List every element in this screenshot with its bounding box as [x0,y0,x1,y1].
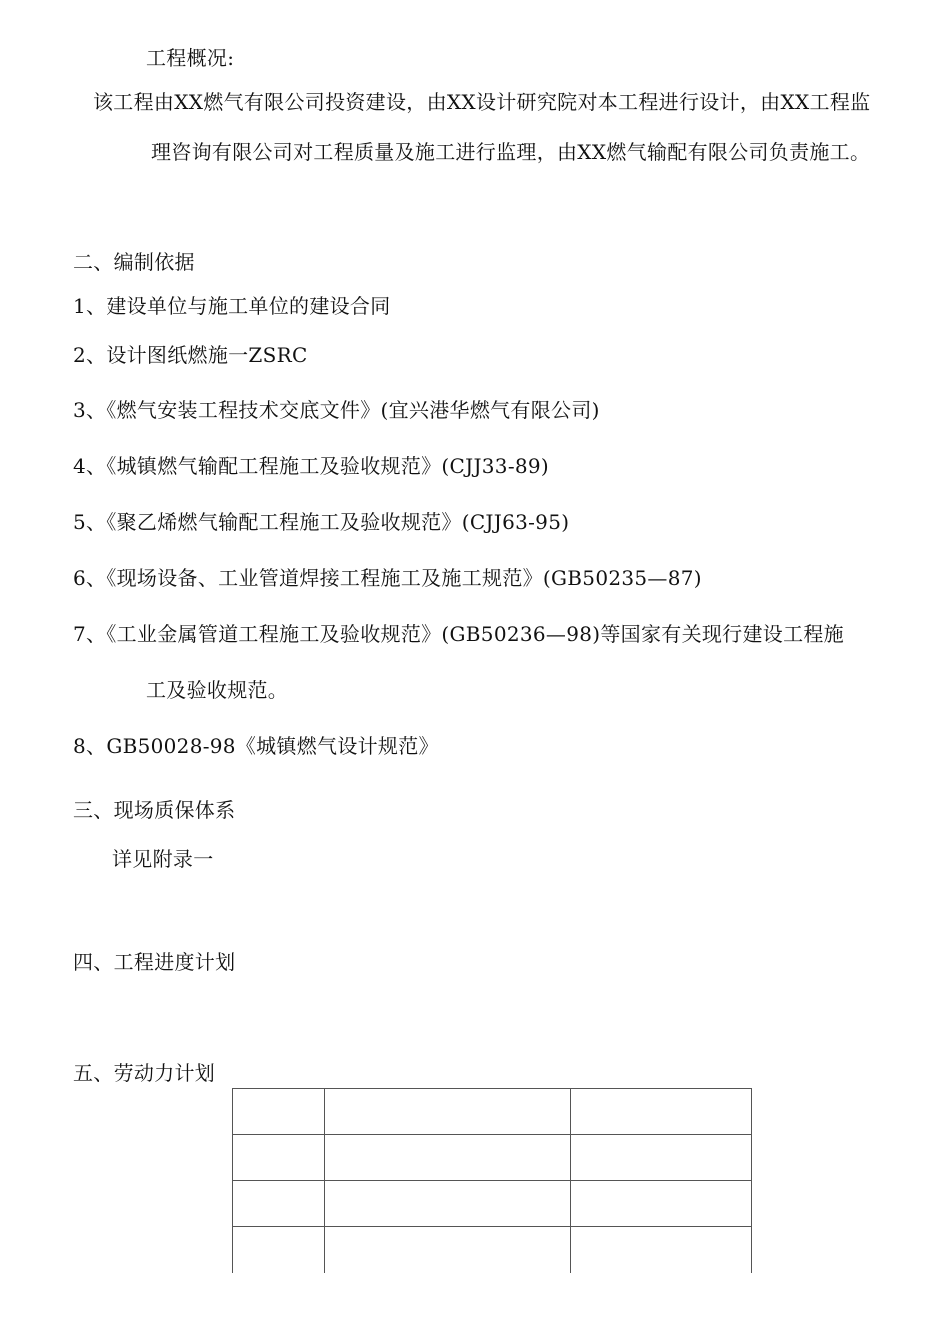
overview-paragraph-line-1: 该工程由XX燃气有限公司投资建设，由XX设计研究院对本工程进行设计，由XX工程监 [93,90,871,114]
basis-item-2: 2、设计图纸燃施一ZSRC [73,343,308,367]
basis-item-4: 4、《城镇燃气输配工程施工及验收规范》(CJJ33-89) [73,454,550,478]
basis-item-7-continued: 工及验收规范。 [146,678,289,702]
labor-plan-table [232,1088,752,1273]
table-row [233,1135,752,1181]
table-row [233,1227,752,1274]
table-cell [571,1227,752,1274]
basis-heading: 二、编制依据 [73,250,195,274]
schedule-heading: 四、工程进度计划 [73,950,236,974]
overview-paragraph-line-2: 理咨询有限公司对工程质量及施工进行监理，由XX燃气输配有限公司负责施工。 [151,140,871,164]
table-cell [325,1089,571,1135]
table-row [233,1089,752,1135]
table-cell [233,1181,325,1227]
table-cell [233,1089,325,1135]
table-cell [233,1135,325,1181]
table-cell [571,1181,752,1227]
table-row [233,1181,752,1227]
basis-item-7: 7、《工业金属管道工程施工及验收规范》(GB50236—98)等国家有关现行建设工程施 [73,622,844,646]
basis-item-3: 3、《燃气安装工程技术交底文件》(宜兴港华燃气有限公司) [73,398,600,422]
labor-heading: 五、劳动力计划 [73,1061,216,1085]
table-cell [571,1135,752,1181]
basis-item-1: 1、建设单位与施工单位的建设合同 [73,294,391,318]
quality-heading: 三、现场质保体系 [73,798,236,822]
table-cell [325,1135,571,1181]
table-cell [233,1227,325,1274]
basis-item-8: 8、GB50028-98《城镇燃气设计规范》 [73,734,439,758]
table-cell [325,1181,571,1227]
table-cell [571,1089,752,1135]
basis-item-6: 6、《现场设备、工业管道焊接工程施工及施工规范》(GB50235—87) [73,566,702,590]
table-cell [325,1227,571,1274]
quality-note: 详见附录一 [112,847,214,871]
basis-item-5: 5、《聚乙烯燃气输配工程施工及验收规范》(CJJ63-95) [73,510,570,534]
overview-heading: 工程概况: [146,46,235,70]
